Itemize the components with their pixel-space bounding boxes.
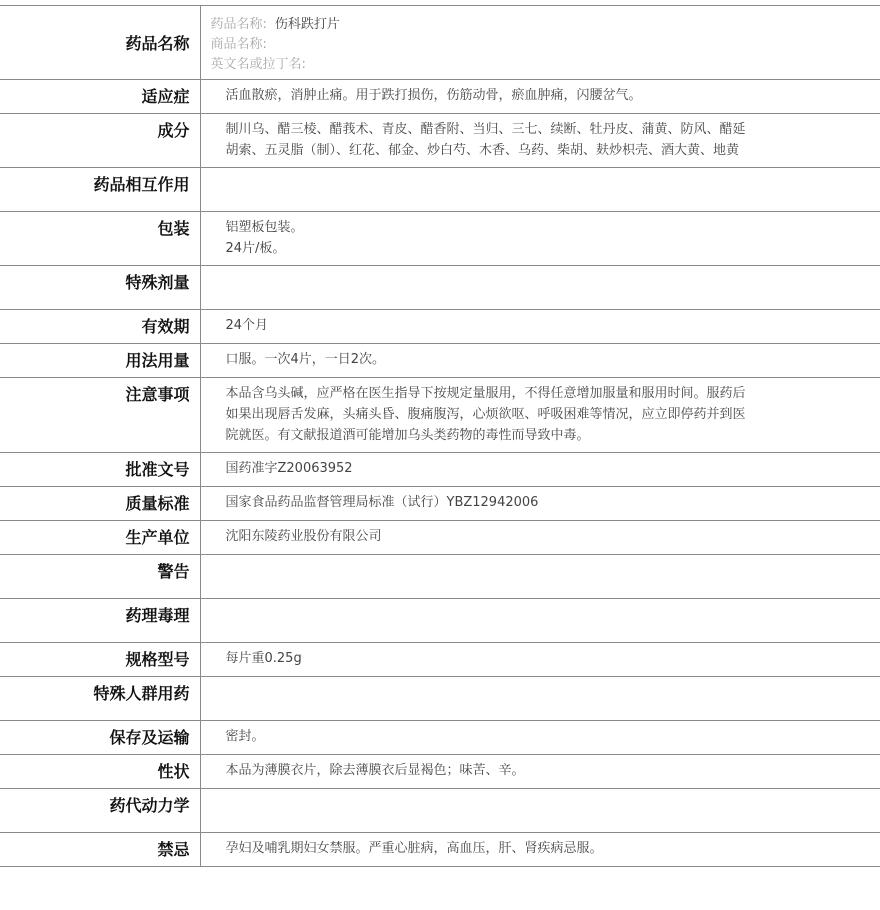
- spec-row: [0, 266, 880, 310]
- english-name-line: [211, 55, 880, 75]
- spec-row: [0, 521, 880, 555]
- generic-name-value: 伤科跌打片: [274, 17, 340, 32]
- spec-row: [0, 721, 880, 755]
- row-value-line: 本品含乌头碱，应严格在医生指导下按规定量服用，不得任意增加服量和服用时间。服药后: [225, 386, 746, 401]
- row-label: 规格型号: [0, 643, 200, 677]
- row-label: 药品相互作用: [0, 168, 200, 212]
- row-label: 禁忌: [0, 833, 200, 867]
- row-value: [200, 643, 880, 677]
- row-value-line: 沈阳东陵药业股份有限公司: [225, 529, 382, 544]
- drug-spec-body: [0, 6, 880, 867]
- row-label: 保存及运输: [0, 721, 200, 755]
- row-value: [200, 599, 880, 643]
- row-label: 质量标准: [0, 487, 200, 521]
- row-value: [200, 168, 880, 212]
- row-value: [200, 212, 880, 266]
- row-label: 包装: [0, 212, 200, 266]
- row-value: [200, 487, 880, 521]
- row-value-line: 本品为薄膜衣片，除去薄膜衣后显褐色；味苦、辛。: [225, 763, 525, 778]
- row-value-line: 密封。: [225, 729, 265, 744]
- row-value: [200, 833, 880, 867]
- row-value: [200, 266, 880, 310]
- row-value: [200, 453, 880, 487]
- spec-row: [0, 555, 880, 599]
- spec-row: [0, 212, 880, 266]
- row-value: [200, 114, 880, 168]
- spec-row: [0, 378, 880, 453]
- row-label: 性状: [0, 755, 200, 789]
- row-value-line: 每片重0.25g: [225, 651, 302, 666]
- spec-row: [0, 677, 880, 721]
- row-value: [200, 378, 880, 453]
- row-value-line: 铝塑板包装。: [225, 220, 304, 235]
- drug-spec-table: [0, 5, 880, 867]
- row-label: 特殊剂量: [0, 266, 200, 310]
- row-label: 有效期: [0, 310, 200, 344]
- drug-name-block: [200, 6, 880, 80]
- spec-row: [0, 755, 880, 789]
- trade-name-line: [211, 35, 880, 55]
- row-value: [200, 310, 880, 344]
- row-drug-name: [0, 6, 880, 80]
- generic-name-line: [211, 15, 880, 35]
- spec-row: [0, 168, 880, 212]
- spec-row: [0, 344, 880, 378]
- row-value-line: 口服。一次4片，一日2次。: [225, 352, 386, 367]
- row-value-line: 24个月: [225, 318, 269, 333]
- row-value-line: 如果出现唇舌发麻，头痛头昏、腹痛腹泻，心烦欲呕、呼吸困难等情况，应立即停药并到医: [225, 407, 746, 422]
- row-label: 警告: [0, 555, 200, 599]
- row-value: [200, 789, 880, 833]
- spec-row: [0, 80, 880, 114]
- trade-name-key: 商品名称:: [210, 37, 267, 52]
- spec-row: [0, 789, 880, 833]
- row-value: [200, 521, 880, 555]
- spec-row: [0, 833, 880, 867]
- row-value-line: 胡索、五灵脂（制）、红花、郁金、炒白芍、木香、乌药、柴胡、麸炒枳壳、酒大黄、地黄: [225, 143, 740, 158]
- row-value-line: 院就医。有文献报道酒可能增加乌头类药物的毒性而导致中毒。: [225, 428, 590, 443]
- row-value-line: 国家食品药品监督管理局标准（试行）YBZ12942006: [225, 495, 539, 510]
- row-label: 适应症: [0, 80, 200, 114]
- row-label: 药代动力学: [0, 789, 200, 833]
- spec-row: [0, 599, 880, 643]
- row-value-line: 国药准字Z20063952: [225, 461, 353, 476]
- row-label: 生产单位: [0, 521, 200, 555]
- spec-row: [0, 310, 880, 344]
- row-value: [200, 721, 880, 755]
- row-value-line: 24片/板。: [225, 241, 286, 256]
- row-value: [200, 344, 880, 378]
- row-label: 药理毒理: [0, 599, 200, 643]
- row-value-line: 制川乌、醋三棱、醋莪术、青皮、醋香附、当归、三七、续断、牡丹皮、蒲黄、防风、醋延: [225, 122, 746, 137]
- row-value: [200, 755, 880, 789]
- row-label: 成分: [0, 114, 200, 168]
- row-value: [200, 677, 880, 721]
- row-value: [200, 555, 880, 599]
- row-value-line: 活血散瘀，消肿止痛。用于跌打损伤，伤筋动骨，瘀血肿痛，闪腰岔气。: [225, 88, 642, 103]
- spec-row: [0, 643, 880, 677]
- generic-name-key: 药品名称:: [210, 17, 267, 32]
- english-name-key: 英文名或拉丁名:: [210, 57, 306, 72]
- row-label: 药品名称: [0, 6, 200, 80]
- row-label: 注意事项: [0, 378, 200, 453]
- row-label: 批准文号: [0, 453, 200, 487]
- spec-row: [0, 453, 880, 487]
- row-label: 特殊人群用药: [0, 677, 200, 721]
- spec-row: [0, 114, 880, 168]
- row-value-line: 孕妇及哺乳期妇女禁服。严重心脏病，高血压，肝、肾疾病忌服。: [225, 841, 603, 856]
- row-label: 用法用量: [0, 344, 200, 378]
- spec-row: [0, 487, 880, 521]
- row-value: [200, 80, 880, 114]
